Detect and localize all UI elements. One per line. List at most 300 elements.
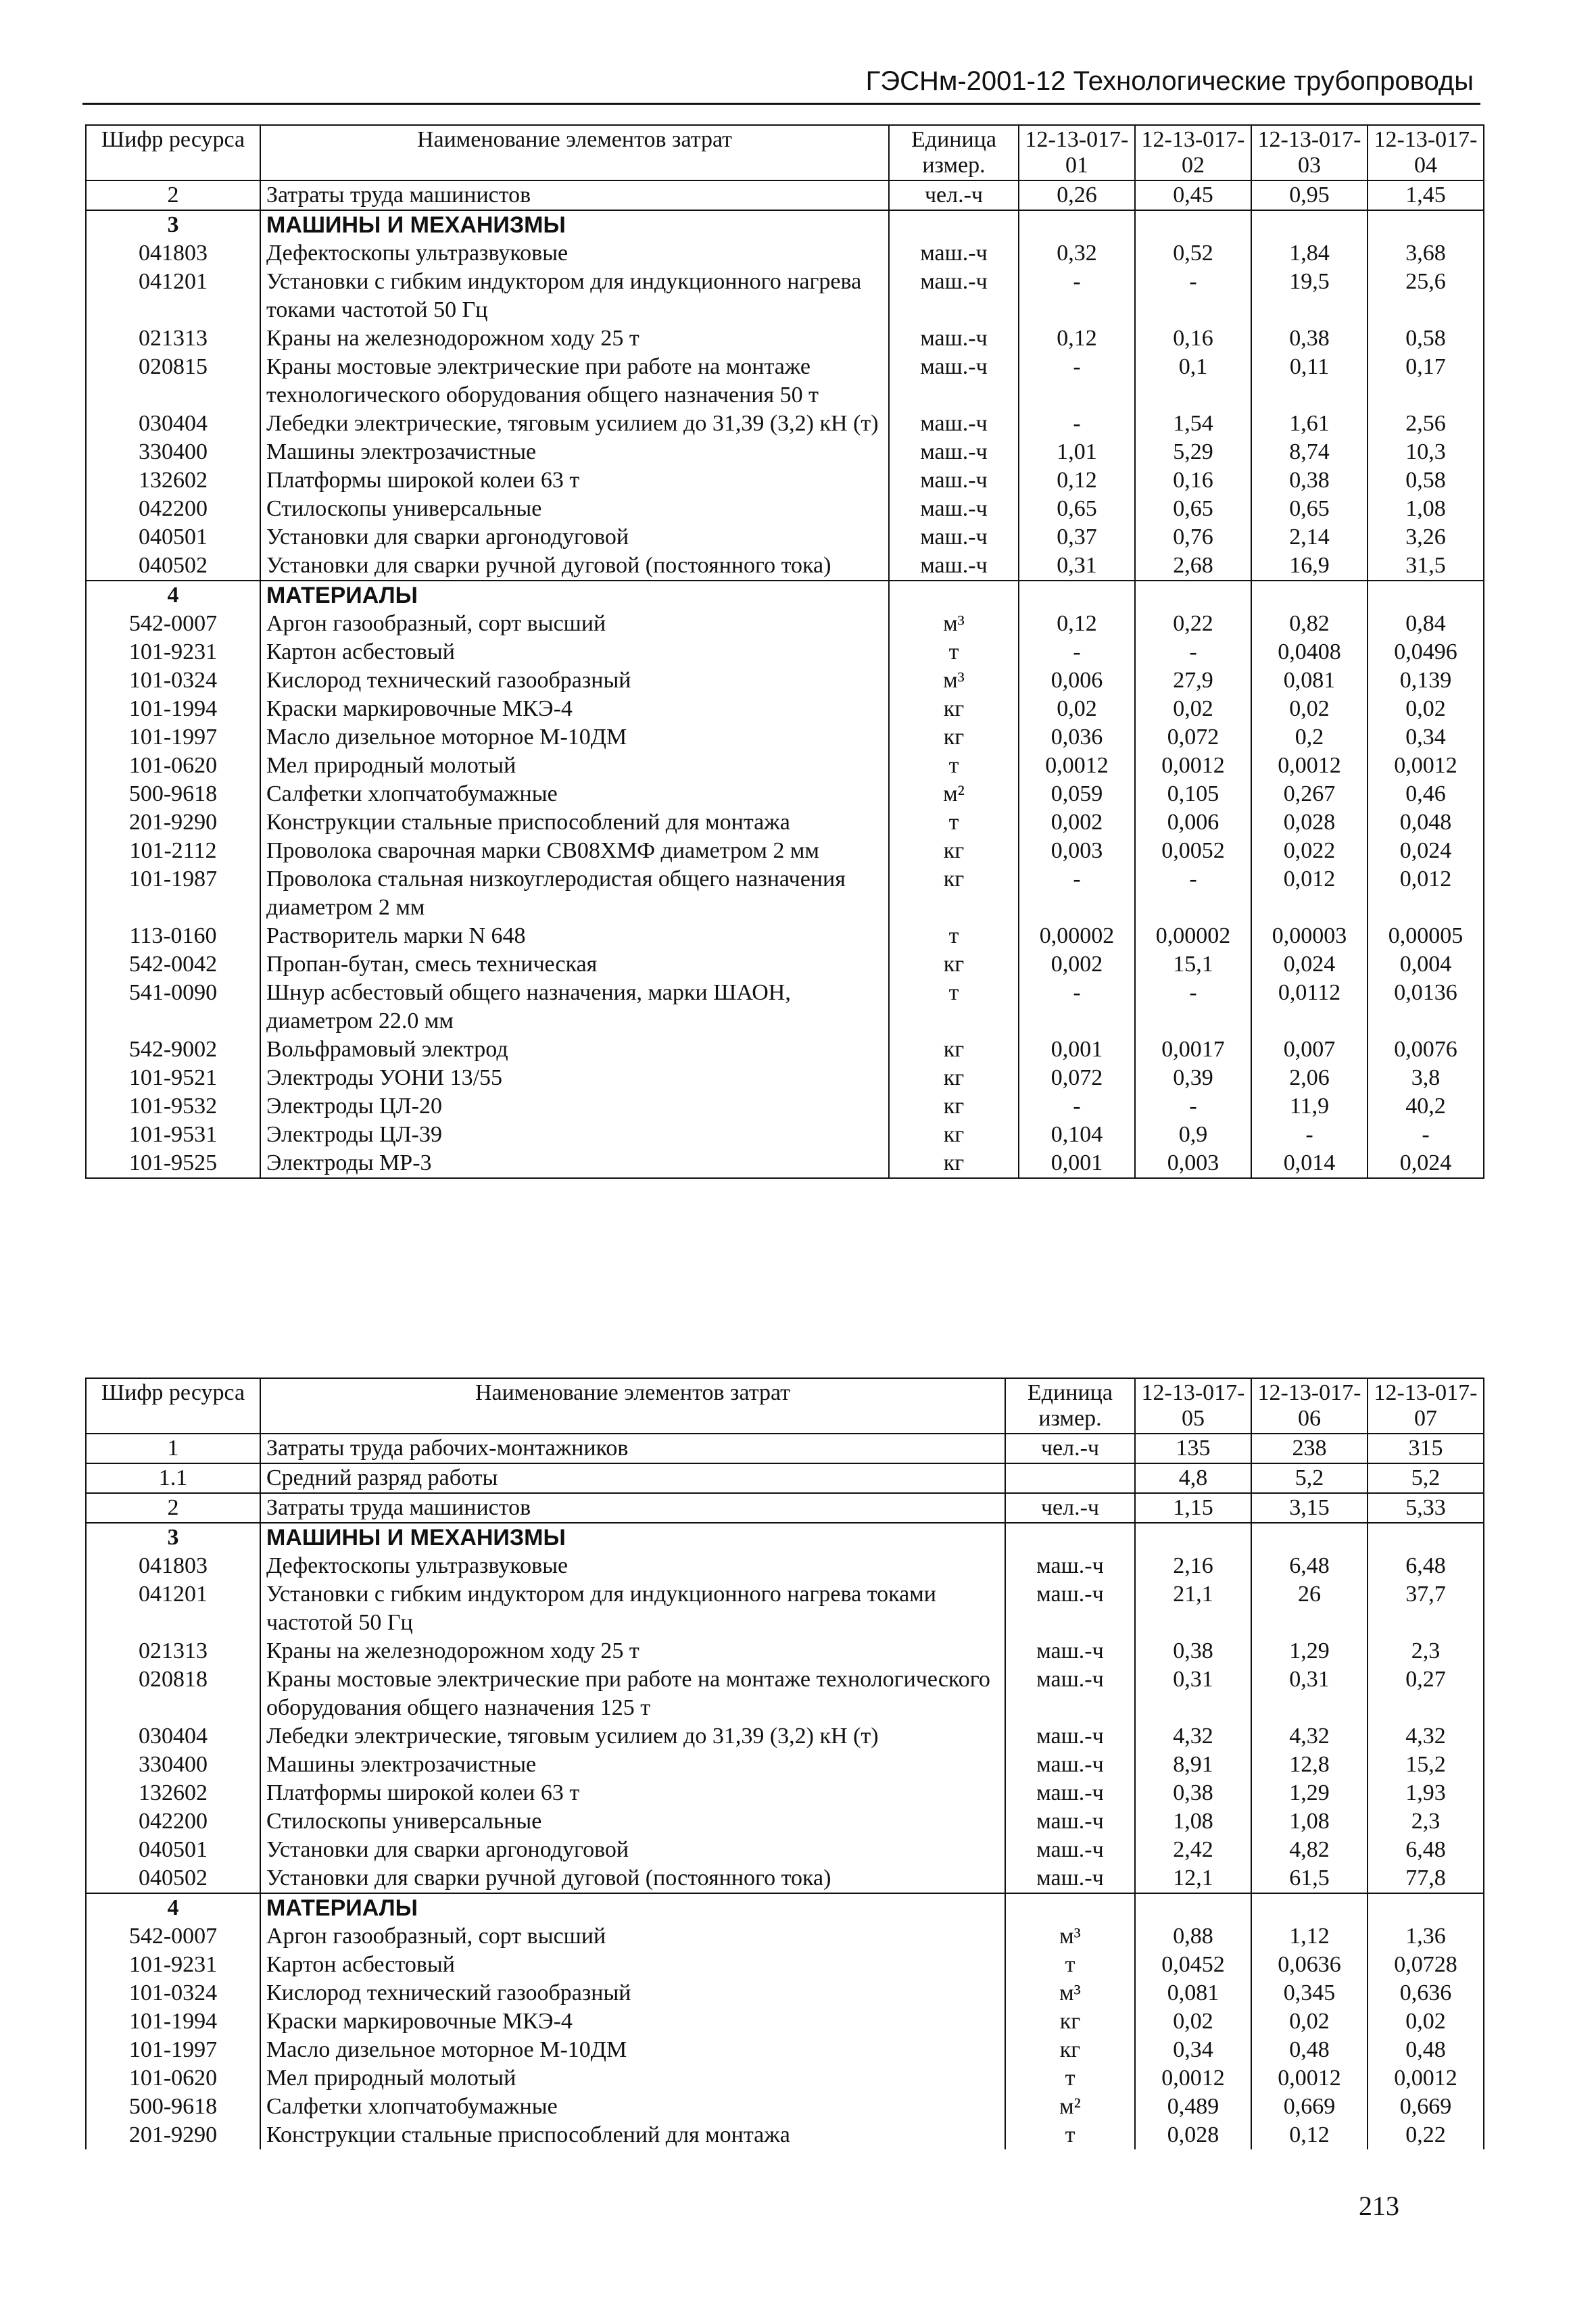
value-cell: 4,8 xyxy=(1135,1463,1251,1493)
table-row xyxy=(86,1523,1484,1552)
unit-cell xyxy=(1005,1463,1135,1493)
value-cell: 0,95 xyxy=(1251,180,1368,210)
value-cell: 0,345 xyxy=(1251,1979,1368,2007)
value-cell: 4,32 xyxy=(1251,1722,1368,1751)
value-cell: 315 xyxy=(1368,1434,1484,1463)
unit-cell xyxy=(889,210,1019,239)
value-cell: 0,0408 xyxy=(1251,638,1368,666)
value-cell: 0,006 xyxy=(1135,808,1251,837)
resource-code-cell: 042200 xyxy=(86,1807,260,1836)
value-cell: 0,02 xyxy=(1368,695,1484,723)
table-row xyxy=(86,1637,1484,1665)
resource-name-cell: Лебедки электрические, тяговым усилием до 31,39 (3,2) кН (т) xyxy=(260,410,889,438)
column-header: Единица измер. xyxy=(1005,1378,1135,1434)
value-cell: 0,84 xyxy=(1368,610,1484,638)
table-row xyxy=(86,552,1484,581)
resource-name-cell: МАШИНЫ И МЕХАНИЗМЫ xyxy=(260,210,889,239)
header-rule xyxy=(82,103,1480,105)
resource-name-cell: МАШИНЫ И МЕХАНИЗМЫ xyxy=(260,1523,1005,1552)
table-row xyxy=(86,1580,1484,1637)
value-cell: 0,0012 xyxy=(1135,752,1251,780)
value-cell: 0,636 xyxy=(1368,1979,1484,2007)
table-row xyxy=(86,1552,1484,1580)
value-cell: 0,024 xyxy=(1251,950,1368,979)
resource-name-cell: Проволока сварочная марки СВ08ХМФ диаметром 2 мм xyxy=(260,837,889,865)
table-row xyxy=(86,2093,1484,2121)
table-row xyxy=(86,979,1484,1035)
value-cell: 0,65 xyxy=(1251,495,1368,523)
value-cell: 0,27 xyxy=(1368,1665,1484,1722)
value-cell: - xyxy=(1019,1092,1135,1121)
resource-code-cell: 101-9231 xyxy=(86,1951,260,1979)
value-cell: 4,32 xyxy=(1135,1722,1251,1751)
value-cell: 0,22 xyxy=(1368,2121,1484,2149)
table-row xyxy=(86,780,1484,808)
value-cell: 0,38 xyxy=(1135,1637,1251,1665)
resource-name-cell: Салфетки хлопчатобумажные xyxy=(260,780,889,808)
value-cell: 0,48 xyxy=(1251,2036,1368,2064)
value-cell: 0,001 xyxy=(1019,1149,1135,1178)
value-cell: 0,059 xyxy=(1019,780,1135,808)
value-cell: 0,31 xyxy=(1135,1665,1251,1722)
resource-name-cell: Мел природный молотый xyxy=(260,2064,1005,2093)
unit-cell: кг xyxy=(889,1149,1019,1178)
value-cell: 15,2 xyxy=(1368,1751,1484,1779)
resource-code-cell: 020818 xyxy=(86,1665,260,1722)
value-cell: 4,32 xyxy=(1368,1722,1484,1751)
unit-cell: кг xyxy=(1005,2007,1135,2036)
value-cell: 0,048 xyxy=(1368,808,1484,837)
unit-cell: маш.-ч xyxy=(889,466,1019,495)
value-cell: 19,5 xyxy=(1251,268,1368,324)
value-cell: 0,022 xyxy=(1251,837,1368,865)
value-cell: 5,2 xyxy=(1251,1463,1368,1493)
value-cell: 0,02 xyxy=(1135,695,1251,723)
value-cell: 0,002 xyxy=(1019,808,1135,837)
page-number: 213 xyxy=(1359,2191,1399,2221)
resource-name-cell: Затраты труда машинистов xyxy=(260,180,889,210)
unit-cell: маш.-ч xyxy=(889,523,1019,552)
value-cell xyxy=(1251,1523,1368,1552)
unit-cell xyxy=(1005,1893,1135,1922)
value-cell: 0,0112 xyxy=(1251,979,1368,1035)
unit-cell: кг xyxy=(1005,2036,1135,2064)
resource-code-cell: 041803 xyxy=(86,1552,260,1580)
resource-code-cell: 040501 xyxy=(86,1836,260,1864)
table-row xyxy=(86,466,1484,495)
unit-cell: маш.-ч xyxy=(1005,1722,1135,1751)
value-cell: 0,16 xyxy=(1135,466,1251,495)
resource-code-cell: 132602 xyxy=(86,466,260,495)
value-cell: 0,012 xyxy=(1368,865,1484,922)
value-cell: 2,16 xyxy=(1135,1552,1251,1580)
resource-name-cell: Проволока стальная низкоуглеродистая общего назначения диаметром 2 мм xyxy=(260,865,889,922)
table-row xyxy=(86,410,1484,438)
value-cell: 1,12 xyxy=(1251,1922,1368,1951)
resource-name-cell: Масло дизельное моторное М-10ДМ xyxy=(260,2036,1005,2064)
value-cell: 1,84 xyxy=(1251,239,1368,268)
resource-name-cell: Установки с гибким индуктором для индукционного нагрева токами частотой 50 Гц xyxy=(260,1580,1005,1637)
unit-cell: кг xyxy=(889,865,1019,922)
value-cell: 0,028 xyxy=(1251,808,1368,837)
table-row xyxy=(86,1493,1484,1523)
unit-cell: м² xyxy=(1005,2093,1135,2121)
value-cell: 0,267 xyxy=(1251,780,1368,808)
value-cell: 0,0012 xyxy=(1251,2064,1368,2093)
resource-code-cell: 101-1987 xyxy=(86,865,260,922)
value-cell: 0,45 xyxy=(1135,180,1251,210)
column-header: 12-13-017-07 xyxy=(1368,1378,1484,1434)
table-row xyxy=(86,2121,1484,2149)
column-header: Наименование элементов затрат xyxy=(260,125,889,180)
value-cell: - xyxy=(1135,638,1251,666)
value-cell: 0,02 xyxy=(1019,695,1135,723)
resource-code-cell: 113-0160 xyxy=(86,922,260,950)
resource-name-cell: Установки для сварки ручной дуговой (постоянного тока) xyxy=(260,1864,1005,1893)
column-header: Единица измер. xyxy=(889,125,1019,180)
value-cell: 0,12 xyxy=(1019,466,1135,495)
table-row xyxy=(86,180,1484,210)
value-cell xyxy=(1135,1523,1251,1552)
unit-cell: м² xyxy=(889,780,1019,808)
table-row xyxy=(86,1035,1484,1064)
table-header-row xyxy=(86,1378,1484,1434)
resource-name-cell: МАТЕРИАЛЫ xyxy=(260,581,889,610)
resource-name-cell: Стилоскопы универсальные xyxy=(260,495,889,523)
table-row xyxy=(86,1864,1484,1893)
resource-name-cell: Электроды МР-3 xyxy=(260,1149,889,1178)
value-cell xyxy=(1251,1893,1368,1922)
unit-cell: м³ xyxy=(1005,1922,1135,1951)
table-row xyxy=(86,865,1484,922)
value-cell: 1,15 xyxy=(1135,1493,1251,1523)
unit-cell: маш.-ч xyxy=(889,495,1019,523)
unit-cell: маш.-ч xyxy=(1005,1637,1135,1665)
value-cell: 0,02 xyxy=(1251,2007,1368,2036)
resource-name-cell: Установки с гибким индуктором для индукционного нагрева токами частотой 50 Гц xyxy=(260,268,889,324)
value-cell: 0,024 xyxy=(1368,837,1484,865)
resource-code-cell: 4 xyxy=(86,581,260,610)
value-cell: - xyxy=(1019,638,1135,666)
value-cell: 5,2 xyxy=(1368,1463,1484,1493)
resource-name-cell: Вольфрамовый электрод xyxy=(260,1035,889,1064)
resource-code-cell: 101-9525 xyxy=(86,1149,260,1178)
value-cell: 0,028 xyxy=(1135,2121,1251,2149)
value-cell: 0,00005 xyxy=(1368,922,1484,950)
table-row xyxy=(86,1979,1484,2007)
value-cell: 0,02 xyxy=(1251,695,1368,723)
unit-cell: маш.-ч xyxy=(1005,1807,1135,1836)
resource-code-cell: 021313 xyxy=(86,1637,260,1665)
table-row xyxy=(86,950,1484,979)
column-header: Шифр ресурса xyxy=(86,125,260,180)
value-cell: 135 xyxy=(1135,1434,1251,1463)
table-row xyxy=(86,922,1484,950)
unit-cell: маш.-ч xyxy=(889,438,1019,466)
resource-code-cell: 101-9521 xyxy=(86,1064,260,1092)
column-header: 12-13-017-02 xyxy=(1135,125,1251,180)
resource-code-cell: 330400 xyxy=(86,1751,260,1779)
value-cell: 2,3 xyxy=(1368,1807,1484,1836)
value-cell: 0,139 xyxy=(1368,666,1484,695)
value-cell: 0,003 xyxy=(1135,1149,1251,1178)
table-row xyxy=(86,1893,1484,1922)
value-cell: 6,48 xyxy=(1368,1552,1484,1580)
resource-code-cell: 2 xyxy=(86,180,260,210)
value-cell: 0,38 xyxy=(1251,466,1368,495)
column-header: 12-13-017-05 xyxy=(1135,1378,1251,1434)
resource-code-cell: 101-0620 xyxy=(86,752,260,780)
value-cell: 0,02 xyxy=(1135,2007,1251,2036)
unit-cell: маш.-ч xyxy=(1005,1552,1135,1580)
resource-code-cell: 101-1997 xyxy=(86,2036,260,2064)
value-cell xyxy=(1135,1893,1251,1922)
resource-code-cell: 101-1994 xyxy=(86,695,260,723)
table-row xyxy=(86,723,1484,752)
resource-name-cell: Кислород технический газообразный xyxy=(260,1979,1005,2007)
table-row xyxy=(86,1751,1484,1779)
value-cell: 0,26 xyxy=(1019,180,1135,210)
value-cell: 0,0728 xyxy=(1368,1951,1484,1979)
value-cell: 2,3 xyxy=(1368,1637,1484,1665)
value-cell: 0,38 xyxy=(1135,1779,1251,1807)
value-cell: 0,012 xyxy=(1251,865,1368,922)
value-cell: - xyxy=(1019,268,1135,324)
resource-code-cell: 330400 xyxy=(86,438,260,466)
value-cell: 0,12 xyxy=(1019,324,1135,353)
value-cell xyxy=(1368,581,1484,610)
value-cell: 2,68 xyxy=(1135,552,1251,581)
value-cell: 0,0017 xyxy=(1135,1035,1251,1064)
unit-cell: т xyxy=(889,752,1019,780)
resource-name-cell: Картон асбестовый xyxy=(260,638,889,666)
table-row xyxy=(86,2007,1484,2036)
value-cell: - xyxy=(1135,1092,1251,1121)
value-cell: 0,007 xyxy=(1251,1035,1368,1064)
table-row xyxy=(86,1665,1484,1722)
value-cell: 0,001 xyxy=(1019,1035,1135,1064)
value-cell: 2,56 xyxy=(1368,410,1484,438)
resource-code-cell: 101-9531 xyxy=(86,1121,260,1149)
value-cell: 0,76 xyxy=(1135,523,1251,552)
value-cell: 0,11 xyxy=(1251,353,1368,410)
resource-code-cell: 500-9618 xyxy=(86,2093,260,2121)
unit-cell: маш.-ч xyxy=(889,552,1019,581)
value-cell: 0,31 xyxy=(1251,1665,1368,1722)
unit-cell: маш.-ч xyxy=(889,410,1019,438)
value-cell: 0,024 xyxy=(1368,1149,1484,1178)
value-cell: 10,3 xyxy=(1368,438,1484,466)
resource-name-cell: Платформы широкой колеи 63 т xyxy=(260,466,889,495)
resource-name-cell: Дефектоскопы ультразвуковые xyxy=(260,1552,1005,1580)
value-cell: 40,2 xyxy=(1368,1092,1484,1121)
value-cell: - xyxy=(1019,410,1135,438)
table-row xyxy=(86,1779,1484,1807)
value-cell: 0,02 xyxy=(1368,2007,1484,2036)
resource-code-cell: 041201 xyxy=(86,268,260,324)
unit-cell: кг xyxy=(889,695,1019,723)
value-cell: 0,12 xyxy=(1019,610,1135,638)
value-cell: 0,0012 xyxy=(1251,752,1368,780)
resource-code-cell: 101-0620 xyxy=(86,2064,260,2093)
value-cell: 0,65 xyxy=(1135,495,1251,523)
value-cell: 0,0452 xyxy=(1135,1951,1251,1979)
value-cell: 0,34 xyxy=(1368,723,1484,752)
value-cell: 0,31 xyxy=(1019,552,1135,581)
value-cell: 12,8 xyxy=(1251,1751,1368,1779)
value-cell xyxy=(1135,581,1251,610)
resource-name-cell: Растворитель марки N 648 xyxy=(260,922,889,950)
value-cell: 1,93 xyxy=(1368,1779,1484,1807)
resource-name-cell: Платформы широкой колеи 63 т xyxy=(260,1779,1005,1807)
value-cell: 0,0636 xyxy=(1251,1951,1368,1979)
value-cell: 0,0076 xyxy=(1368,1035,1484,1064)
resource-name-cell: МАТЕРИАЛЫ xyxy=(260,1893,1005,1922)
value-cell: 1,08 xyxy=(1135,1807,1251,1836)
value-cell xyxy=(1251,210,1368,239)
value-cell xyxy=(1019,581,1135,610)
table-row xyxy=(86,1722,1484,1751)
column-header: 12-13-017-03 xyxy=(1251,125,1368,180)
resource-code-cell: 041803 xyxy=(86,239,260,268)
value-cell: 238 xyxy=(1251,1434,1368,1463)
table-row xyxy=(86,695,1484,723)
value-cell: - xyxy=(1019,353,1135,410)
column-header: Шифр ресурса xyxy=(86,1378,260,1434)
resource-code-cell: 3 xyxy=(86,1523,260,1552)
resource-code-cell: 021313 xyxy=(86,324,260,353)
unit-cell: кг xyxy=(889,837,1019,865)
resource-code-cell: 542-0007 xyxy=(86,610,260,638)
unit-cell: т xyxy=(889,638,1019,666)
unit-cell: т xyxy=(1005,1951,1135,1979)
resource-name-cell: Машины электрозачистные xyxy=(260,1751,1005,1779)
resource-name-cell: Затраты труда рабочих-монтажников xyxy=(260,1434,1005,1463)
table-row xyxy=(86,239,1484,268)
resource-name-cell: Кислород технический газообразный xyxy=(260,666,889,695)
value-cell: 3,26 xyxy=(1368,523,1484,552)
resource-code-cell: 201-9290 xyxy=(86,2121,260,2149)
value-cell: 0,081 xyxy=(1251,666,1368,695)
value-cell: 0,104 xyxy=(1019,1121,1135,1149)
resource-code-cell: 101-0324 xyxy=(86,1979,260,2007)
unit-cell: маш.-ч xyxy=(889,353,1019,410)
unit-cell: маш.-ч xyxy=(889,239,1019,268)
value-cell xyxy=(1251,581,1368,610)
value-cell: 2,14 xyxy=(1251,523,1368,552)
table-row xyxy=(86,1922,1484,1951)
value-cell: 0,006 xyxy=(1019,666,1135,695)
value-cell: 0,22 xyxy=(1135,610,1251,638)
resource-code-cell: 040502 xyxy=(86,1864,260,1893)
value-cell: 0,65 xyxy=(1019,495,1135,523)
unit-cell: чел.-ч xyxy=(889,180,1019,210)
unit-cell: кг xyxy=(889,1092,1019,1121)
unit-cell: т xyxy=(1005,2064,1135,2093)
value-cell: 3,8 xyxy=(1368,1064,1484,1092)
table-row xyxy=(86,353,1484,410)
value-cell: 3,15 xyxy=(1251,1493,1368,1523)
resource-table-1 xyxy=(85,124,1484,1179)
table-row xyxy=(86,495,1484,523)
unit-cell xyxy=(1005,1523,1135,1552)
value-cell: 0,014 xyxy=(1251,1149,1368,1178)
table-row xyxy=(86,2036,1484,2064)
value-cell: 0,58 xyxy=(1368,324,1484,353)
value-cell: 0,489 xyxy=(1135,2093,1251,2121)
value-cell: 8,91 xyxy=(1135,1751,1251,1779)
value-cell: 61,5 xyxy=(1251,1864,1368,1893)
resource-code-cell: 541-0090 xyxy=(86,979,260,1035)
resource-name-cell: Конструкции стальные приспособлений для монтажа xyxy=(260,2121,1005,2149)
unit-cell: кг xyxy=(889,1035,1019,1064)
resource-name-cell: Затраты труда машинистов xyxy=(260,1493,1005,1523)
resource-name-cell: Установки для сварки аргонодуговой xyxy=(260,523,889,552)
value-cell: 2,42 xyxy=(1135,1836,1251,1864)
resource-name-cell: Электроды ЦЛ-20 xyxy=(260,1092,889,1121)
unit-cell: чел.-ч xyxy=(1005,1493,1135,1523)
value-cell: 1,54 xyxy=(1135,410,1251,438)
value-cell: 1,01 xyxy=(1019,438,1135,466)
resource-name-cell: Краски маркировочные МКЭ-4 xyxy=(260,2007,1005,2036)
value-cell: 1,45 xyxy=(1368,180,1484,210)
table-row xyxy=(86,837,1484,865)
value-cell: 0,00003 xyxy=(1251,922,1368,950)
resource-code-cell: 1 xyxy=(86,1434,260,1463)
resource-code-cell: 101-9231 xyxy=(86,638,260,666)
value-cell: 0,46 xyxy=(1368,780,1484,808)
value-cell: 0,0012 xyxy=(1368,752,1484,780)
unit-cell: кг xyxy=(889,723,1019,752)
value-cell: 0,88 xyxy=(1135,1922,1251,1951)
value-cell xyxy=(1019,210,1135,239)
resource-code-cell: 542-9002 xyxy=(86,1035,260,1064)
value-cell: 0,0012 xyxy=(1368,2064,1484,2093)
table-row xyxy=(86,638,1484,666)
value-cell: - xyxy=(1135,979,1251,1035)
value-cell: 15,1 xyxy=(1135,950,1251,979)
unit-cell: маш.-ч xyxy=(1005,1665,1135,1722)
resource-code-cell: 542-0007 xyxy=(86,1922,260,1951)
value-cell: 0,0012 xyxy=(1135,2064,1251,2093)
value-cell: - xyxy=(1135,865,1251,922)
unit-cell: т xyxy=(889,979,1019,1035)
resource-code-cell: 101-2112 xyxy=(86,837,260,865)
value-cell: 0,32 xyxy=(1019,239,1135,268)
value-cell: 0,34 xyxy=(1135,2036,1251,2064)
value-cell: - xyxy=(1251,1121,1368,1149)
resource-name-cell: Машины электрозачистные xyxy=(260,438,889,466)
value-cell: 0,669 xyxy=(1368,2093,1484,2121)
resource-code-cell: 101-0324 xyxy=(86,666,260,695)
value-cell xyxy=(1135,210,1251,239)
value-cell: 0,52 xyxy=(1135,239,1251,268)
unit-cell: чел.-ч xyxy=(1005,1434,1135,1463)
table-row xyxy=(86,324,1484,353)
table-row xyxy=(86,268,1484,324)
resource-name-cell: Аргон газообразный, сорт высший xyxy=(260,610,889,638)
table-header-row xyxy=(86,125,1484,180)
table-row xyxy=(86,1463,1484,1493)
resource-code-cell: 201-9290 xyxy=(86,808,260,837)
resource-name-cell: Пропан-бутан, смесь техническая xyxy=(260,950,889,979)
unit-cell: кг xyxy=(889,1121,1019,1149)
resource-name-cell: Дефектоскопы ультразвуковые xyxy=(260,239,889,268)
value-cell: 8,74 xyxy=(1251,438,1368,466)
unit-cell: т xyxy=(889,808,1019,837)
resource-code-cell: 042200 xyxy=(86,495,260,523)
value-cell: 6,48 xyxy=(1368,1836,1484,1864)
